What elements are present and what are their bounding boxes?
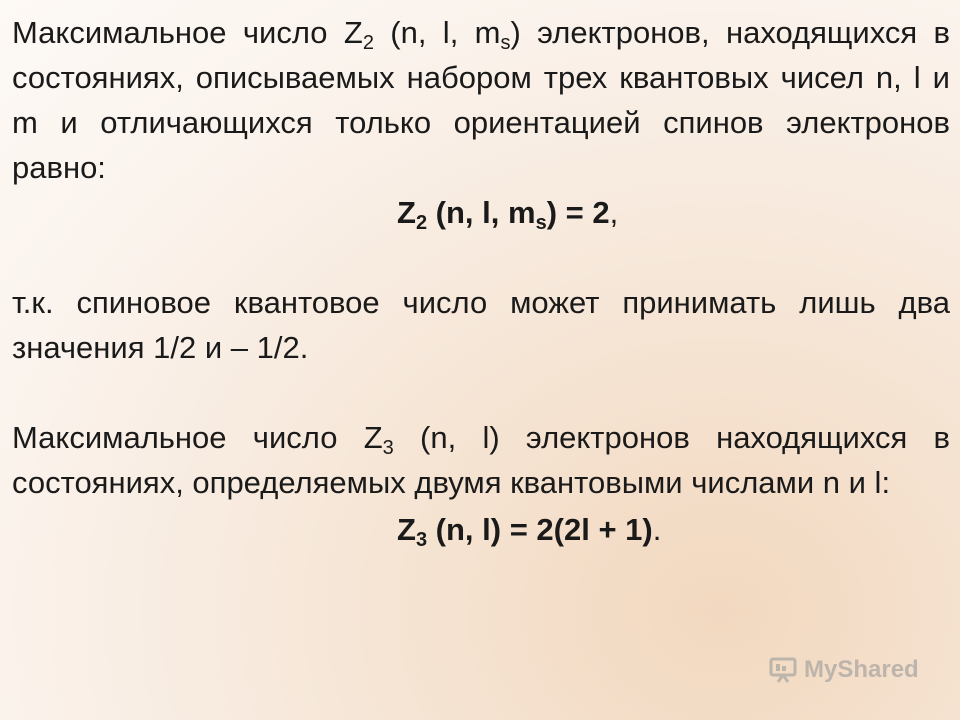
formula-tail: . [652,512,662,547]
text-run: Максимальное число Z [12,15,363,50]
slide-content [12,10,950,552]
subscript: s [535,212,547,234]
subscript: 2 [415,212,428,234]
text-run: (n, l, m [373,15,501,50]
text-run: ) электронов, находящихся в состояниях, описываемых набором трех квантовых чисел n, l и m и отличающихся только ориентацией спинов электронов равно: [12,15,950,185]
formula-tail: , [609,195,619,230]
subscript: 2 [362,32,374,54]
text-run: Максимальное число Z [12,420,383,455]
formula-run: Z [397,512,416,547]
watermark-logo [768,656,919,684]
paragraph-spin-explanation: т.к. спиновое квантовое число может принимать лишь два значения 1/2 и – 1/2. [12,285,950,365]
subscript: s [500,32,511,54]
formula-run: Z [397,195,416,230]
paragraph-z3-intro [12,415,950,505]
text-run: (n, l) электронов находящихся в состояниях, определяемых двумя квантовыми числами n и l: [12,420,951,500]
paragraph-z2-intro [12,10,950,190]
formula-run: (n, l, m [427,195,536,230]
subscript: 3 [382,437,394,459]
formula-z3 [12,507,950,552]
subscript: 3 [415,529,428,551]
presentation-board-icon [768,656,798,684]
formula-run: ) = 2 [546,195,610,230]
formula-run: (n, l) = 2(2l + 1) [427,512,653,547]
formula-z2 [12,190,950,235]
watermark-text: MyShared [804,656,919,683]
